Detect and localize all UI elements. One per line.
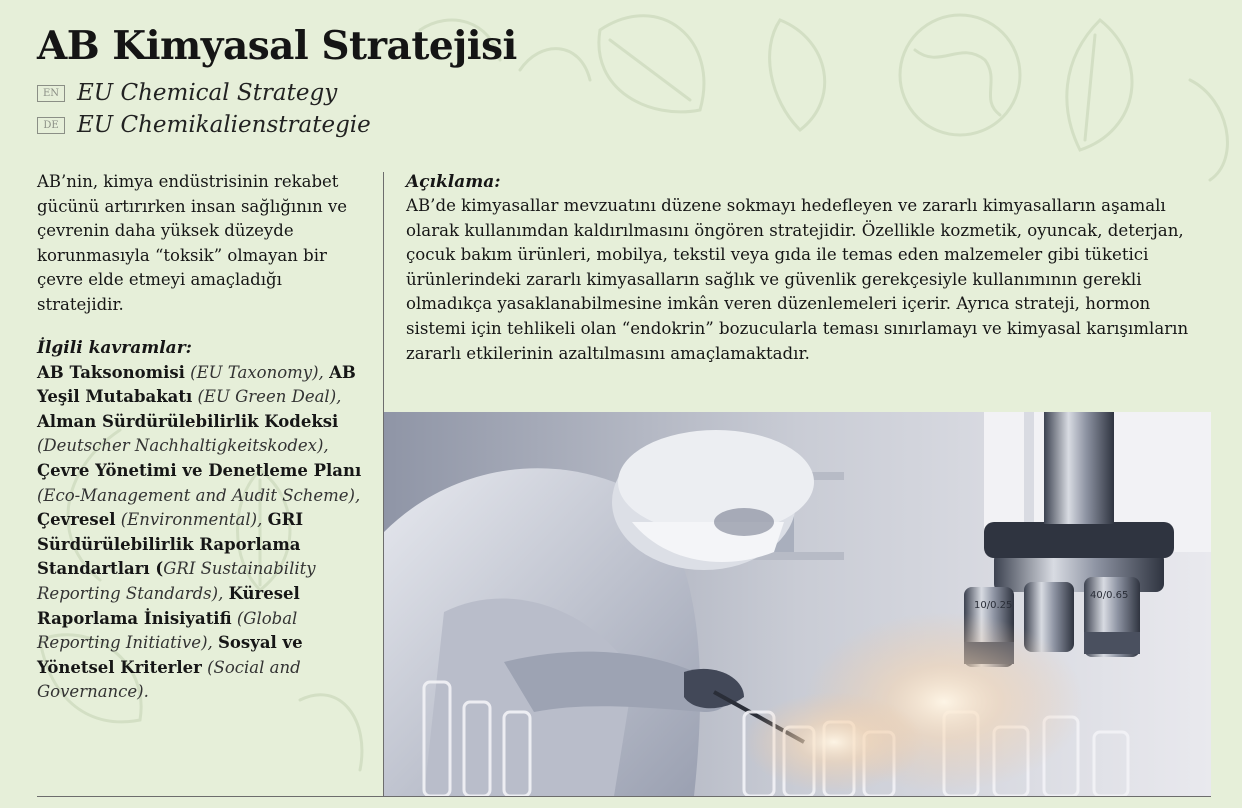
left-column: [37, 170, 367, 705]
related-concepts-heading: İlgili kavramlar:: [37, 337, 192, 358]
related-gloss: (Social and Governance).: [37, 657, 301, 702]
related-term: Çevre Yönetimi ve Denetleme Planı: [37, 460, 362, 480]
translation-en: [37, 78, 337, 108]
related-gloss: (Eco-Management and Audit Scheme),: [37, 485, 361, 505]
related-term: Sosyal ve Yönetsel Kriterler: [37, 633, 303, 677]
related-gloss: GRI Sustainability Reporting Standards),: [37, 559, 316, 603]
related-gloss: (EU Green Deal),: [197, 387, 342, 407]
related-concepts-list: [37, 361, 367, 705]
lens-label: 10/0.25: [974, 600, 1013, 611]
related-gloss: (Deutscher Nachhaltigkeitskodex),: [37, 436, 329, 456]
translation-de-text: EU Chemikalienstrategie: [77, 112, 371, 138]
related-term: Çevresel: [37, 510, 116, 530]
related-gloss: (Global Reporting Initiative),: [37, 608, 298, 653]
lab-photo: [384, 412, 1211, 796]
related-gloss: (Environmental),: [120, 510, 263, 530]
lens-label: 40/0.65: [1090, 590, 1129, 601]
lang-tag-en: EN: [37, 85, 65, 102]
related-gloss: (EU Taxonomy),: [190, 362, 324, 382]
related-term: AB Taksonomisi: [37, 362, 185, 382]
related-term: GRI Sürdürülebilirlik Raporlama Standartları (: [37, 510, 304, 579]
description-text: AB’de kimyasallar mevzuatını düzene sokmayı hedefleyen ve zararlı kimyasalların aşamalı olarak kullanımdan kaldırılmasını öngören stratejidir. Özellikle kozmetik, oyuncak, deterjan, çocuk bakım ürünleri, mobilya, tekstil veya gıda ile temas eden malzemeler gibi tüketici ürünlerindeki zararlı kimyasalların sağlık ve güvenlik gerekçesiyle kullanımının gerekli olmadıkça yasaklanabilmesine imkân veren düzenlemeleri içerir. Ayrıca strateji, hormon sistemi için tehlikeli olan “endokrin” bozucularla teması sınırlamayı ve kimyasal karışımların zararlı etkilerinin azaltılmasını amaçlamaktadır.: [406, 196, 1189, 363]
lab-photo-illustration: [384, 412, 1211, 796]
lang-tag-de: DE: [37, 117, 65, 134]
bottom-rule: [37, 796, 1211, 797]
related-term: Küresel Raporlama İnisiyatifi: [37, 583, 300, 628]
translation-de: [37, 110, 371, 140]
page-title: AB Kimyasal Stratejisi: [37, 23, 517, 69]
translation-en-text: EU Chemical Strategy: [77, 80, 338, 106]
right-column: [406, 170, 1212, 366]
related-term: AB Yeşil Mutabakatı: [37, 362, 356, 407]
related-term: Alman Sürdürülebilirlik Kodeksi: [37, 411, 339, 431]
definition-text: AB’nin, kimya endüstrisinin rekabet gücünü artırırken insan sağlığının ve çevrenin daha yüksek düzeyde korunmasıyla “toksik” olmayan bir çevre elde etmeyi amaçladığı stratejidir.: [37, 172, 348, 314]
description-heading: Açıklama:: [406, 172, 501, 192]
